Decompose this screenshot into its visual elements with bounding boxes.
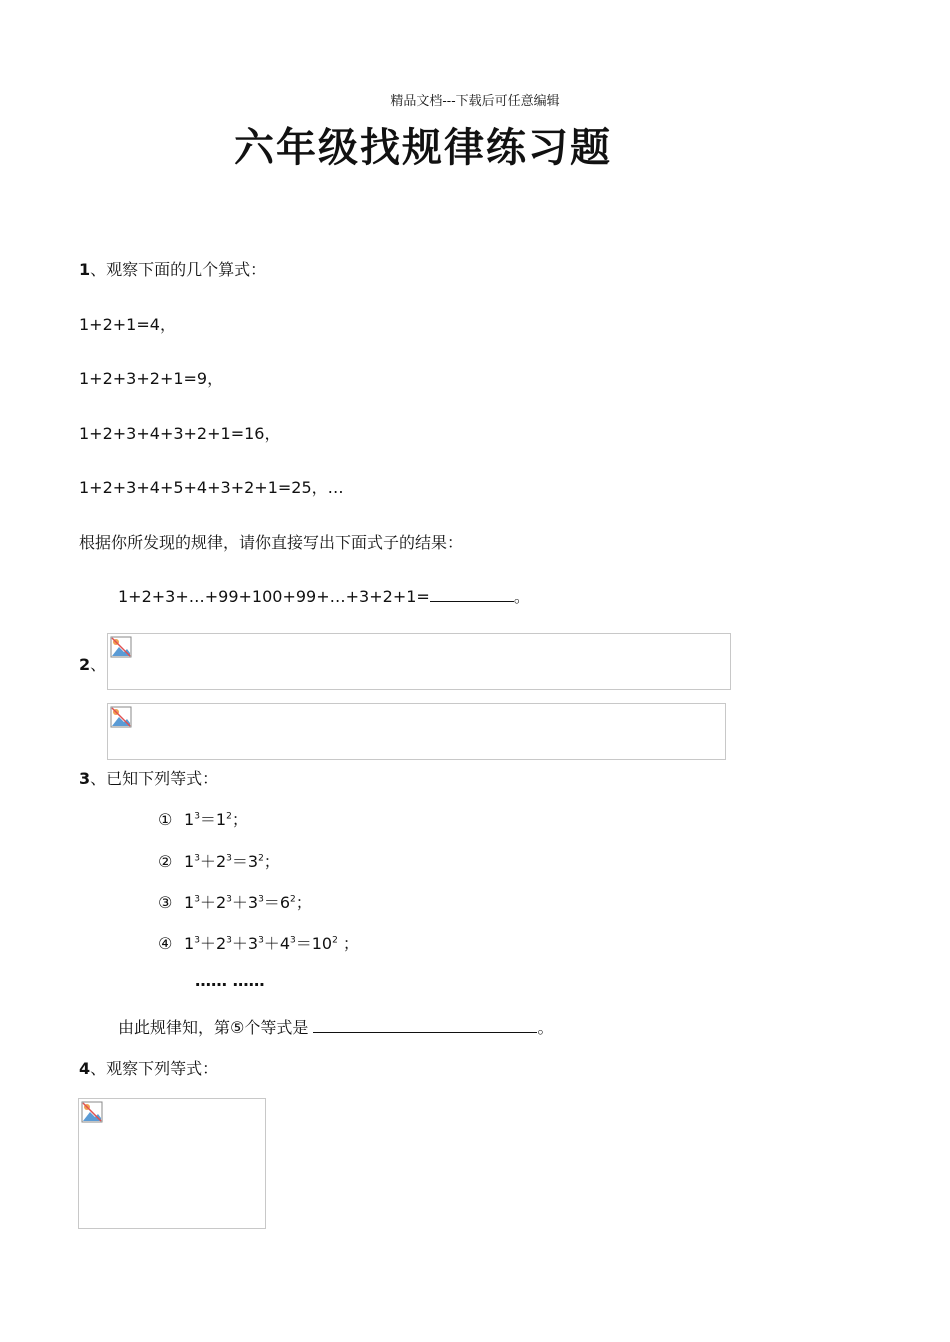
q1-prompt (79, 257, 266, 280)
term-exp: 3 (194, 853, 200, 864)
rhs: 6 (279, 893, 290, 912)
item-end: ； (295, 893, 312, 912)
q3-end: 。 (537, 1018, 554, 1037)
term-base: 3 (247, 934, 259, 953)
term-exp: 3 (194, 894, 200, 905)
q3-number: 3 (79, 769, 91, 788)
item-marker: ③ (158, 893, 173, 912)
rhs: 3 (247, 852, 259, 871)
rhs-exp: 2 (258, 853, 264, 864)
q3-ask (118, 1015, 553, 1038)
header-note: 精品文档---下载后可任意编辑 (390, 94, 560, 109)
term-base: 2 (215, 852, 227, 871)
term-exp: 3 (290, 935, 296, 946)
term-exp: 3 (194, 811, 200, 822)
q1-answer-blank[interactable] (430, 587, 514, 602)
rhs-exp: 2 (332, 935, 338, 946)
q2-sep: 、 (90, 655, 107, 674)
q1-expr-text: 1+2+3+…+99+100+99+…+3+2+1= (118, 587, 430, 606)
term-base: 4 (279, 934, 290, 953)
q2-image-2 (107, 703, 726, 760)
term-base: 3 (247, 893, 259, 912)
q4-prompt (79, 1056, 218, 1079)
term-base: 1 (184, 852, 195, 871)
q3-item-2: ② $1^3+2^3=3^2$； (158, 852, 280, 871)
q3-item-3: ③ $1^3+2^3+3^3=6^2$； (158, 893, 312, 912)
broken-image-icon (81, 1101, 103, 1123)
term-exp: 3 (226, 894, 232, 905)
q4-number: 4 (79, 1059, 91, 1078)
item-marker: ② (158, 852, 173, 871)
q3-ellipsis: …… …… (195, 971, 265, 990)
q2-number: 2 (79, 655, 91, 674)
q2-label (79, 652, 106, 675)
q3-ask-text: 由此规律知，第⑤个等式是 (118, 1018, 309, 1037)
q4-image (78, 1098, 266, 1229)
q1-line-1: 1+2+1=4， (79, 315, 176, 334)
page-title: 六年级找规律练习题 (234, 125, 612, 171)
q3-prompt (79, 766, 218, 789)
q3-item-4: ④ $1^3+2^3+3^3+4^3=10^2$ ； (158, 934, 359, 953)
term-exp: 3 (258, 935, 264, 946)
term-exp: 3 (194, 935, 200, 946)
q2-image-1 (107, 633, 731, 690)
broken-image-icon (110, 636, 132, 658)
term-base: 2 (215, 934, 227, 953)
term-exp: 3 (226, 935, 232, 946)
item-marker: ① (158, 810, 173, 829)
q1-line-4: 1+2+3+4+5+4+3+2+1=25，… (79, 478, 344, 497)
q1-expression (118, 584, 530, 607)
rhs: 10 (311, 934, 333, 953)
item-end: ； (263, 852, 280, 871)
term-base: 2 (215, 893, 227, 912)
term-base: 1 (184, 893, 195, 912)
q3-item-1 (158, 807, 248, 830)
q1-number: 1 (79, 260, 91, 279)
q1-prompt-text: 、观察下面的几个算式： (90, 260, 267, 279)
term-base: 1 (184, 810, 195, 829)
broken-image-icon (110, 706, 132, 728)
rhs: ＝1 (199, 810, 227, 829)
q3-prompt-text: 、已知下列等式： (90, 769, 219, 788)
q1-ask: 根据你所发现的规律，请你直接写出下面式子的结果： (79, 533, 464, 552)
q1-end: 。 (513, 587, 530, 606)
q1-line-2: 1+2+3+2+1=9， (79, 369, 224, 388)
term-exp: 3 (258, 894, 264, 905)
q1-line-3: 1+2+3+4+3+2+1=16， (79, 424, 281, 443)
item-marker: ④ (158, 934, 173, 953)
rhs-exp: 2 (226, 811, 232, 822)
term-base: 1 (184, 934, 195, 953)
rhs-exp: 2 (290, 894, 296, 905)
q3-answer-blank[interactable] (313, 1018, 537, 1033)
item-end: ； (231, 810, 248, 829)
item-end: ； (337, 934, 359, 953)
term-exp: 3 (226, 853, 232, 864)
q4-prompt-text: 、观察下列等式： (90, 1059, 219, 1078)
